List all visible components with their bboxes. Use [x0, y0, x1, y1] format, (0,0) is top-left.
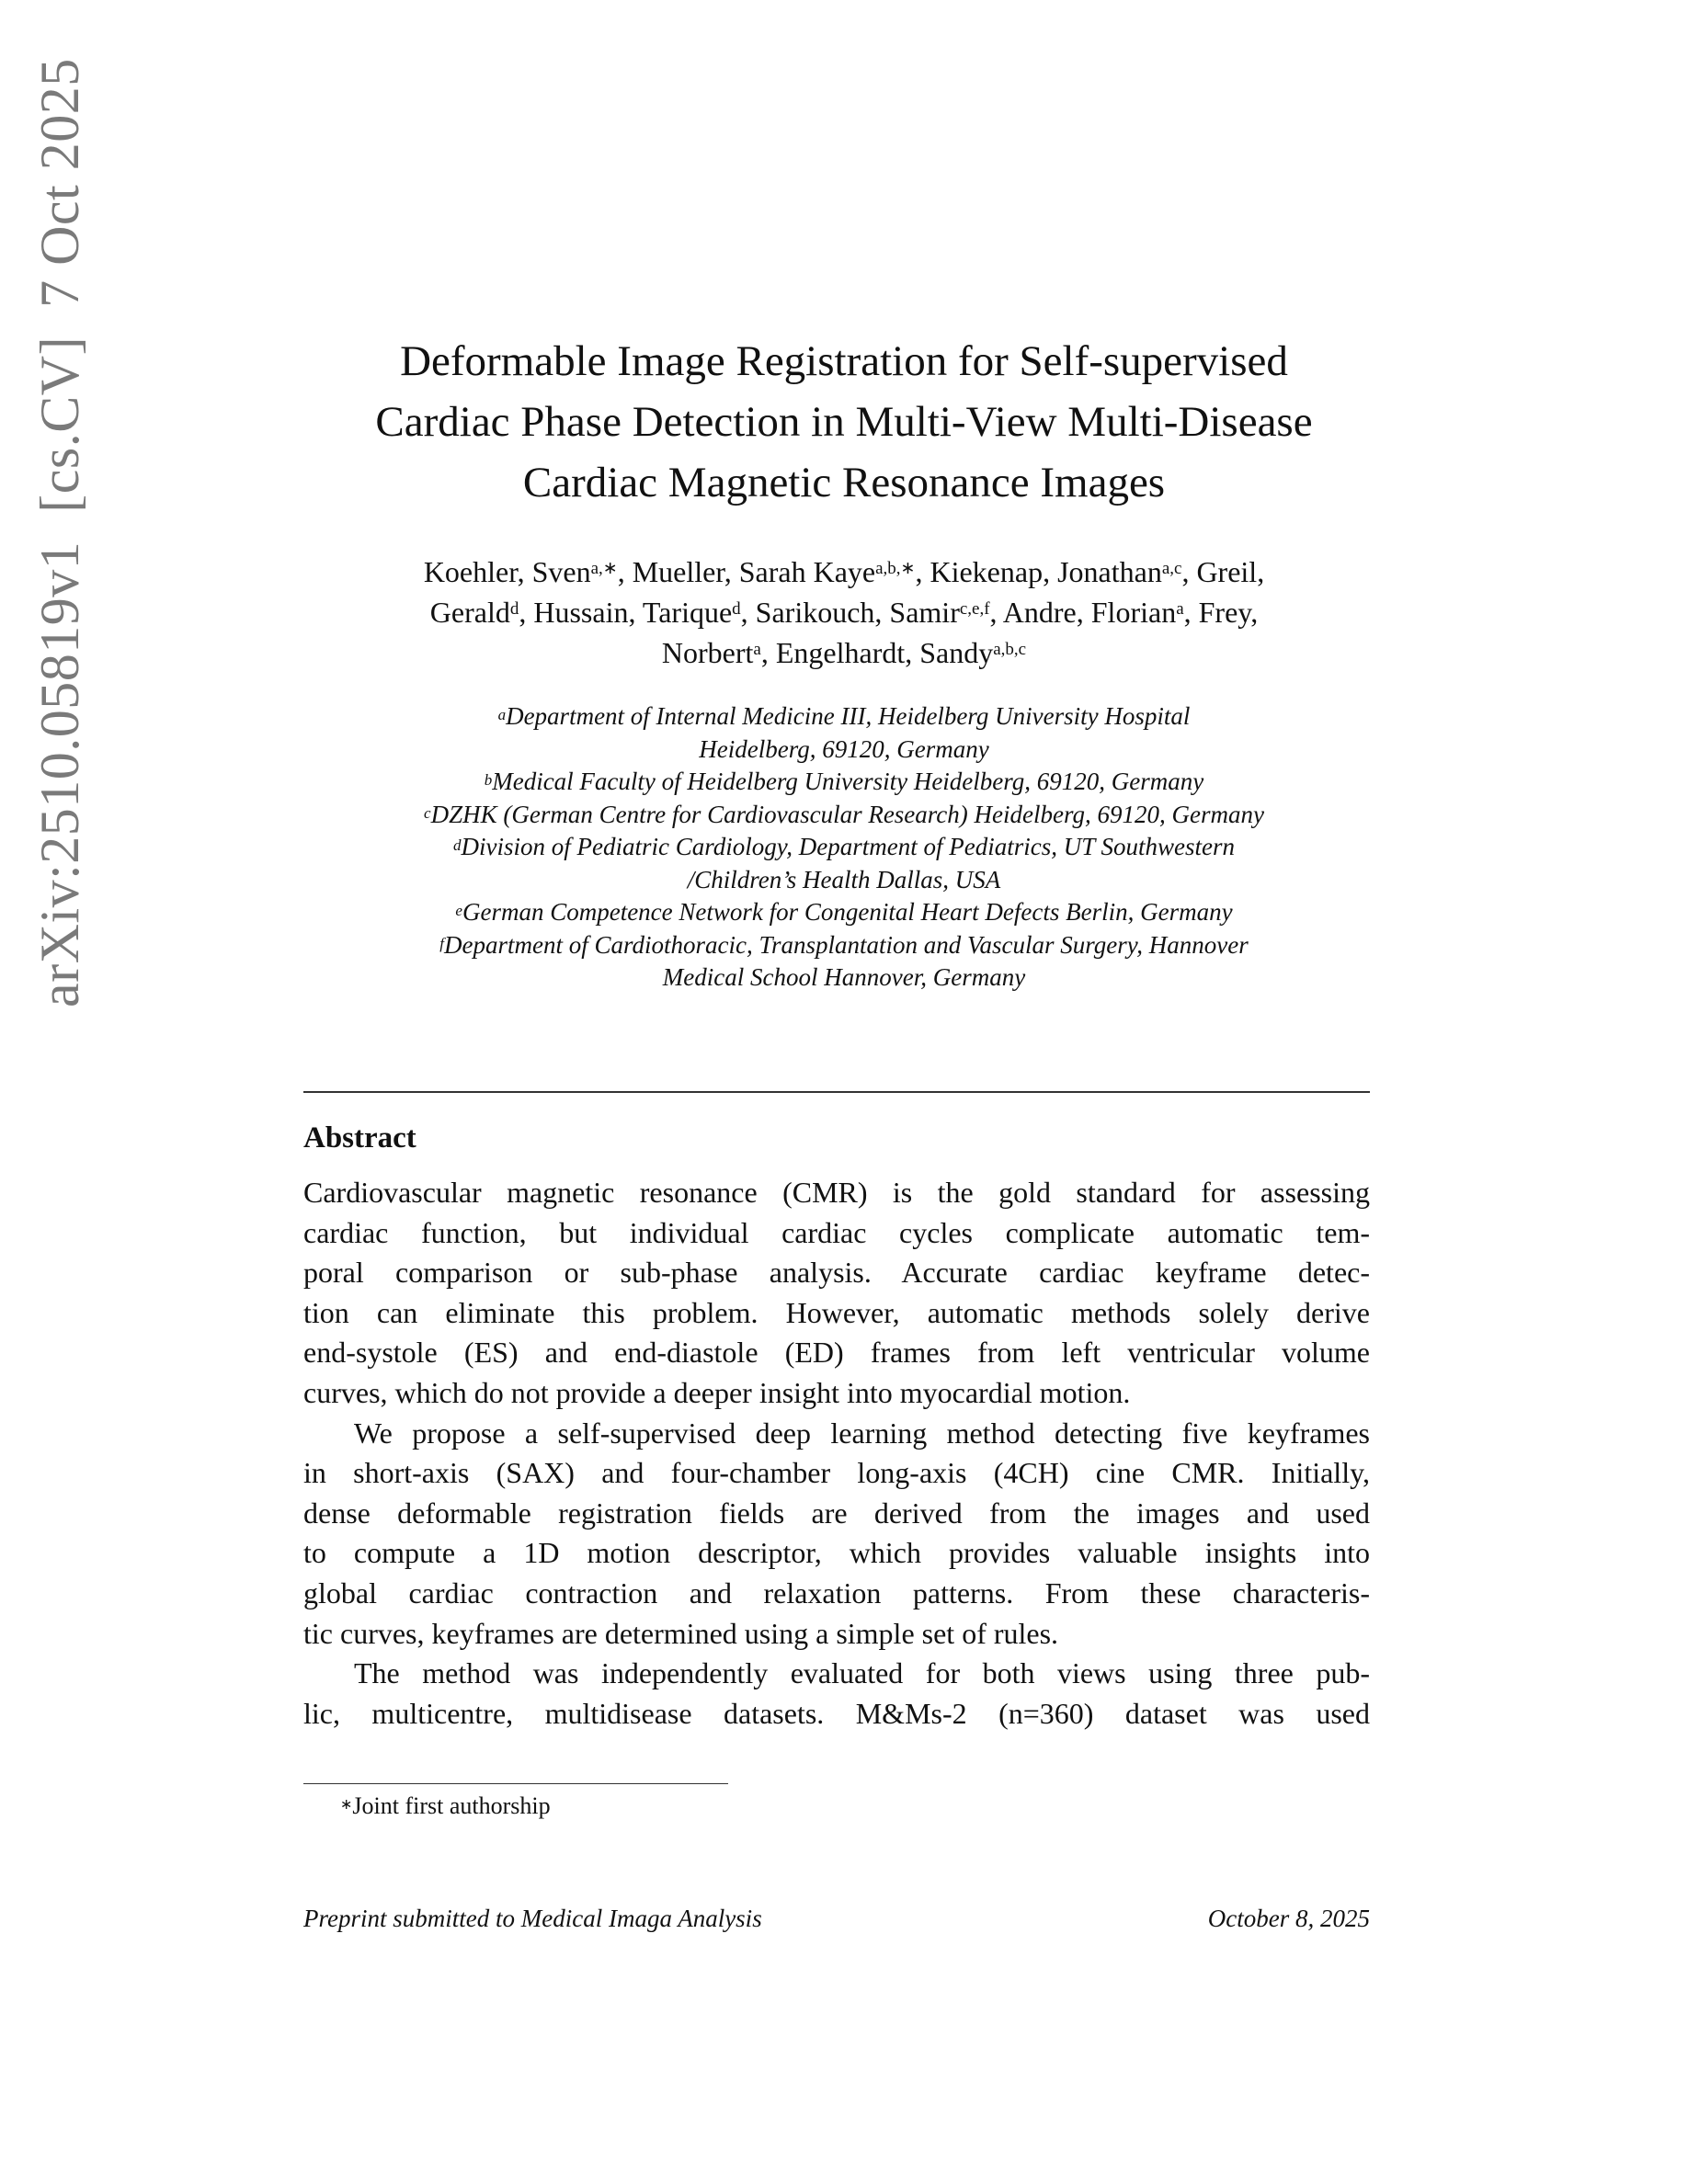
affiliation-text: Department of Internal Medicine III, Heidelberg University Hospital [506, 702, 1191, 730]
abstract-body [303, 1173, 1370, 1734]
affiliation-line [276, 864, 1412, 897]
abstract-line: global cardiac contraction and relaxation patterns. From these characteris- [303, 1575, 1370, 1610]
author-line [303, 592, 1385, 632]
affiliation-marker: e [455, 902, 462, 919]
affiliation-text: /Children’s Health Dallas, USA [687, 865, 1001, 893]
affiliation-text: German Competence Network for Congenital Heart Defects Berlin, Germany [462, 898, 1233, 926]
author-name: Andre, Florian [1002, 596, 1177, 629]
abstract-line: in short-axis (SAX) and four-chamber long-axis (4CH) cine CMR. Initially, [303, 1456, 1370, 1490]
author-name-part: Greil, [1196, 555, 1265, 588]
affiliation-line [276, 929, 1412, 962]
footnote-text: Joint first authorship [352, 1792, 551, 1819]
affiliation-marker: f [439, 934, 444, 952]
author-affiliation-marker: a,b,∗ [875, 559, 916, 578]
footnote-marker: ∗ [340, 1797, 353, 1813]
affiliation-text: Medical School Hannover, Germany [662, 963, 1026, 991]
abstract-heading: Abstract [303, 1121, 416, 1155]
author-affiliation-marker: d [732, 599, 741, 619]
affiliation-marker: c [424, 803, 431, 822]
affiliation-marker: b [484, 771, 493, 789]
abstract-paragraph [303, 1414, 1370, 1655]
arxiv-identifier-stamp: arXiv:2510.05819v1 [cs.CV] 7 Oct 2025 [29, 58, 90, 1007]
paper-title [276, 331, 1412, 513]
author-affiliation-marker: a,b,c [993, 640, 1027, 659]
author-separator: , [760, 636, 776, 669]
abstract-paragraph [303, 1654, 1370, 1734]
author-separator: , [915, 555, 930, 588]
author-line [303, 632, 1385, 673]
title-line: Cardiac Magnetic Resonance Images [522, 459, 1166, 506]
author-separator: , [1181, 555, 1197, 588]
author-separator: , [519, 596, 534, 629]
title-line: Deformable Image Registration for Self-supervised [400, 337, 1288, 385]
abstract-paragraph [303, 1173, 1370, 1414]
footnote-rule [303, 1783, 728, 1784]
author-affiliation-marker: d [509, 599, 519, 619]
affiliation-line [276, 700, 1412, 734]
affiliation-text: Division of Pediatric Cardiology, Department of Pediatrics, UT Southwestern [461, 833, 1235, 860]
abstract-line: We propose a self-supervised deep learning method detecting five keyframes [354, 1416, 1370, 1450]
affiliation-marker: a [497, 706, 507, 723]
author-name: Sarikouch, Samir [755, 596, 960, 629]
author-separator: , [1183, 596, 1199, 629]
footnote [340, 1791, 551, 1822]
author-name: Mueller, Sarah Kaye [632, 555, 876, 588]
affiliation-line [276, 831, 1412, 864]
abstract-line: curves, which do not provide a deeper insight into myocardial motion. [303, 1375, 1131, 1409]
author-separator: , [617, 555, 633, 588]
footer-date: October 8, 2025 [1207, 1905, 1370, 1932]
abstract-line: dense deformable registration fields are derived from the images and used [303, 1496, 1370, 1530]
abstract-line: lic, multicentre, multidisease datasets. M&Ms-2 (n=360) dataset was used [303, 1696, 1370, 1730]
author-list [303, 552, 1385, 673]
affiliation-line [276, 766, 1412, 799]
author-separator: , [989, 596, 1003, 629]
author-affiliation-marker: a [1176, 599, 1184, 619]
abstract-line: end-systole (ES) and end-diastole (ED) frames from left ventricular volume [303, 1336, 1370, 1370]
abstract-line: poral comparison or sub-phase analysis. Accurate cardiac keyframe detec- [303, 1256, 1370, 1290]
abstract-line: Cardiovascular magnetic resonance (CMR) is the gold standard for assessing [303, 1176, 1370, 1209]
footer-venue: Preprint submitted to Medical Imaga Analysis [303, 1905, 762, 1932]
author-name: Kiekenap, Jonathan [930, 555, 1162, 588]
abstract-line: tic curves, keyframes are determined using a simple set of rules. [303, 1616, 1059, 1650]
author-affiliation-marker: a,∗ [590, 559, 618, 578]
author-name: Hussain, Tarique [533, 596, 733, 629]
author-name: Engelhardt, Sandy [775, 636, 994, 669]
affiliation-line [276, 896, 1412, 929]
affiliation-text: DZHK (German Centre for Cardiovascular Research) Heidelberg, 69120, Germany [430, 800, 1264, 828]
author-name-part: Gerald [429, 596, 510, 629]
abstract-line: tion can eliminate this problem. However, automatic methods solely derive [303, 1295, 1370, 1329]
affiliation-line [276, 961, 1412, 995]
horizontal-rule [303, 1091, 1370, 1093]
author-affiliation-marker: a [753, 640, 761, 659]
abstract-line: to compute a 1D motion descriptor, which provides valuable insights into [303, 1536, 1370, 1570]
affiliation-text: Heidelberg, 69120, Germany [699, 734, 989, 763]
author-name-part: Norbert [661, 636, 754, 669]
author-line [303, 552, 1385, 592]
affiliation-line [276, 734, 1412, 767]
affiliation-text: Department of Cardiothoracic, Transplantation and Vascular Surgery, Hannover [444, 930, 1249, 959]
author-separator: , [740, 596, 756, 629]
author-name-part: Frey, [1198, 596, 1259, 629]
author-name: Koehler, Sven [423, 555, 591, 588]
author-affiliation-marker: a,c [1161, 559, 1182, 578]
abstract-line: cardiac function, but individual cardiac cycles complicate automatic tem- [303, 1215, 1370, 1249]
affiliation-text: Medical Faculty of Heidelberg University Heidelberg, 69120, Germany [492, 768, 1204, 795]
author-affiliation-marker: c,e,f [959, 599, 990, 619]
affiliation-line [276, 799, 1412, 832]
title-line: Cardiac Phase Detection in Multi-View Multi-Disease [375, 398, 1313, 446]
affiliation-list [276, 700, 1412, 995]
affiliation-marker: d [453, 836, 462, 854]
abstract-line: The method was independently evaluated for both views using three pub- [354, 1656, 1370, 1690]
